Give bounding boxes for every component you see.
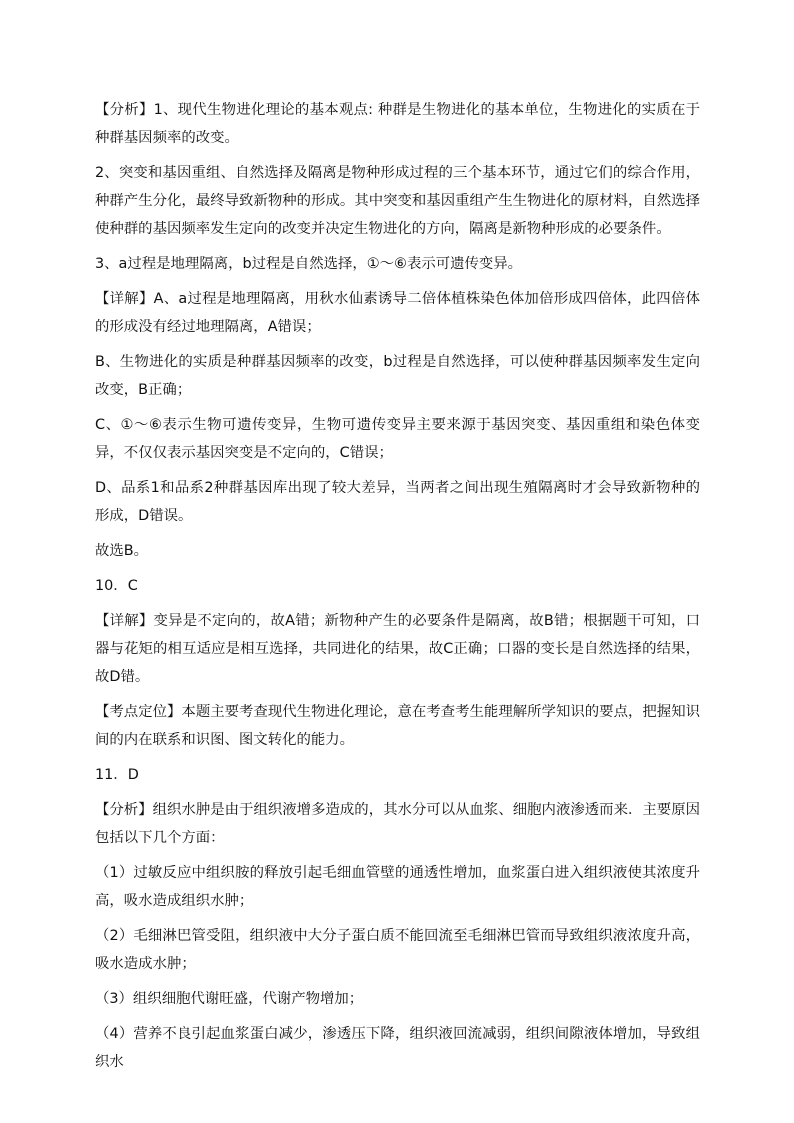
- paragraph-detail-d: D、品系1和品系2种群基因库出现了较大差异，当两者之间出现生殖隔离时才会导致新物种的形成，D错误。: [95, 480, 700, 524]
- paragraph-q10-kaodian: 【考点定位】本题主要考查现代生物进化理论，意在考查考生能理解所学知识的要点，把握知识间的内在联系和识图、图文转化的能力。: [95, 704, 700, 748]
- paragraph-q11-analysis: 【分析】组织水肿是由于组织液增多造成的，其水分可以从血浆、细胞内液渗透而来．主要原因包括以下几个方面：: [95, 802, 700, 846]
- question-11-answer: 11．D: [95, 767, 139, 783]
- paragraph-q11-item-2: （2）毛细淋巴管受阻，组织液中大分子蛋白质不能回流至毛细淋巴管而导致组织液浓度升高，吸水造成水肿；: [95, 928, 700, 972]
- paragraph-q11-item-4: （4）营养不良引起血浆蛋白减少，渗透压下降，组织液回流减弱，组织间隙液体增加，导致组织水: [95, 1026, 700, 1070]
- document-body: [95, 96, 700, 1083]
- paragraph-answer-9: 故选B。: [95, 543, 149, 559]
- paragraph-q10-detail: 【详解】变异是不定向的，故A错；新物种产生的必要条件是隔离，故B错；根据题干可知，口器与花矩的相互适应是相互选择，共同进化的结果，故C正确；口器的变长是自然选择的结果，故D错。: [95, 613, 700, 685]
- paragraph-detail-c: C、①～⑥表示生物可遗传变异，生物可遗传变异主要来源于基因突变、基因重组和染色体变异，不仅仅表示基因突变是不定向的，C错误；: [95, 417, 700, 461]
- paragraph-detail-a: 【详解】A、a过程是地理隔离，用秋水仙素诱导二倍体植株染色体加倍形成四倍体，此四倍体的形成没有经过地理隔离，A错误；: [95, 291, 700, 335]
- question-10-answer: 10．C: [95, 578, 138, 594]
- paragraph-analysis-1: 【分析】1、现代生物进化理论的基本观点: 种群是生物进化的基本单位，生物进化的实质在于种群基因频率的改变。: [95, 102, 700, 146]
- paragraph-detail-b: B、生物进化的实质是种群基因频率的改变，b过程是自然选择，可以使种群基因频率发生定向改变，B正确；: [95, 354, 700, 398]
- paragraph-q11-item-3: （3）组织细胞代谢旺盛，代谢产物增加；: [95, 991, 364, 1007]
- paragraph-q11-item-1: （1）过敏反应中组织胺的释放引起毛细血管壁的通透性增加，血浆蛋白进入组织液使其浓度升高，吸水造成组织水肿；: [95, 865, 700, 909]
- paragraph-analysis-2: 2、突变和基因重组、自然选择及隔离是物种形成过程的三个基本环节，通过它们的综合作用，种群产生分化，最终导致新物种的形成。其中突变和基因重组产生生物进化的原材料，自然选择使种群的基因频率发生定向的改变并决定生物进化的方向，隔离是新物种形成的必要条件。: [95, 165, 700, 237]
- paragraph-analysis-3: 3、a过程是地理隔离，b过程是自然选择，①～⑥表示可遗传变异。: [95, 256, 523, 272]
